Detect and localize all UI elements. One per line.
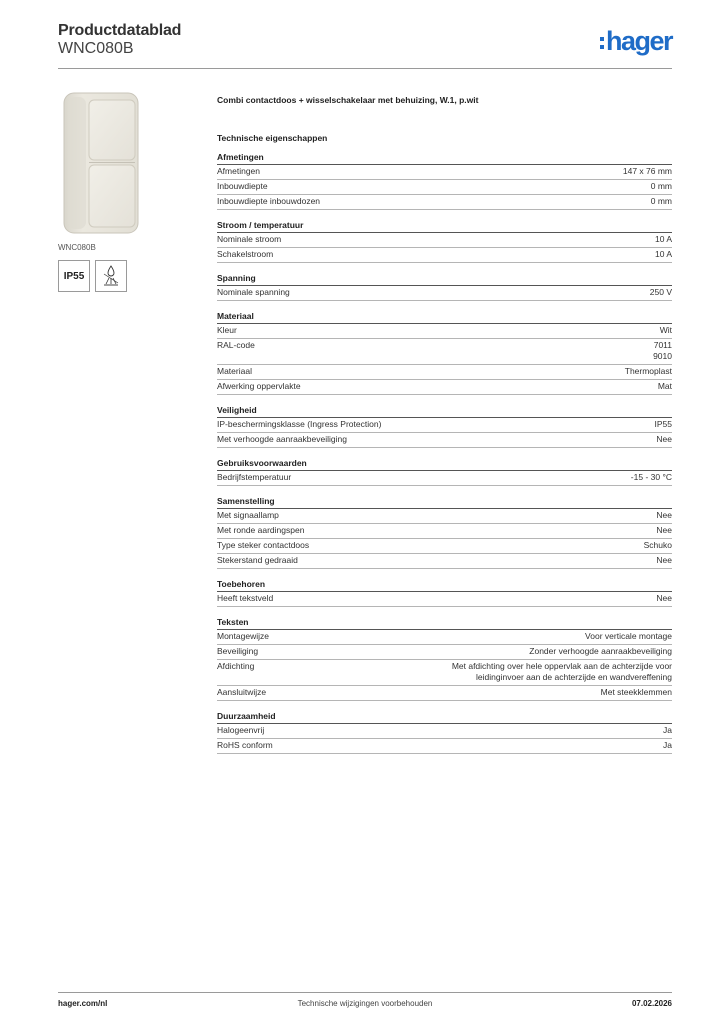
spec-row xyxy=(217,180,672,195)
spec-group xyxy=(217,142,672,210)
spec-label: Materiaal xyxy=(217,366,252,376)
spec-row xyxy=(217,724,672,739)
spec-value: Ja xyxy=(663,725,672,735)
spec-row xyxy=(217,592,672,607)
spec-row xyxy=(217,660,672,686)
spec-label: Montagewijze xyxy=(217,631,269,641)
spec-label: Stekerstand gedraaid xyxy=(217,555,298,565)
spec-label: Afdichting xyxy=(217,661,255,671)
spec-value: 10 A xyxy=(654,249,672,259)
spec-value: 7011 9010 xyxy=(653,340,672,361)
spec-row xyxy=(217,554,672,569)
spec-group-title: Duurzaamheid xyxy=(217,701,672,724)
ip-rating-badge: IP55 xyxy=(58,260,90,292)
footer-website: hager.com/nl xyxy=(58,999,108,1008)
spec-value: Zonder verhoogde aanraakbeveiliging xyxy=(529,646,672,656)
spec-row xyxy=(217,286,672,301)
hager-logo xyxy=(600,27,672,55)
spec-value: 250 V xyxy=(649,287,672,297)
spec-row xyxy=(217,365,672,380)
spec-row xyxy=(217,248,672,263)
spec-row xyxy=(217,739,672,754)
spec-label: Met ronde aardingspen xyxy=(217,525,305,535)
spec-value: 10 A xyxy=(654,234,672,244)
spec-label: Inbouwdiepte xyxy=(217,181,268,191)
technical-specs xyxy=(217,92,672,754)
spec-label: IP-beschermingsklasse (Ingress Protection) xyxy=(217,419,382,429)
product-image-label: WNC080B xyxy=(58,243,96,252)
spec-row xyxy=(217,471,672,486)
footer-disclaimer: Technische wijzigingen voorbehouden xyxy=(297,999,433,1008)
spec-row xyxy=(217,195,672,210)
spec-row xyxy=(217,524,672,539)
spec-label: Schakelstroom xyxy=(217,249,274,259)
spec-row xyxy=(217,433,672,448)
spec-value: Schuko xyxy=(643,540,672,550)
spec-group xyxy=(217,486,672,569)
spec-value: Met steekklemmen xyxy=(600,687,672,697)
spec-label: RAL-code xyxy=(217,340,255,350)
spec-label: Heeft tekstveld xyxy=(217,593,274,603)
spec-group xyxy=(217,448,672,486)
spec-value: Nee xyxy=(656,593,672,603)
spec-row xyxy=(217,380,672,395)
spec-label: Nominale stroom xyxy=(217,234,282,244)
spec-row xyxy=(217,165,672,180)
spec-value: Wit xyxy=(659,325,672,335)
spec-group xyxy=(217,395,672,448)
spec-value: -15 - 30 °C xyxy=(630,472,672,482)
spec-label: Bedrijfstemperatuur xyxy=(217,472,292,482)
spec-value: Mat xyxy=(657,381,672,391)
spec-row xyxy=(217,418,672,433)
spec-row xyxy=(217,645,672,660)
spec-label: Halogeenvrij xyxy=(217,725,265,735)
spec-value: Nee xyxy=(656,555,672,565)
spec-group-title: Afmetingen xyxy=(217,142,672,165)
spec-group-title: Toebehoren xyxy=(217,569,672,592)
spec-label: Beveiliging xyxy=(217,646,259,656)
spec-value: 147 x 76 mm xyxy=(622,166,672,176)
spec-label: Afmetingen xyxy=(217,166,260,176)
spec-row xyxy=(217,509,672,524)
spec-label: RoHS conform xyxy=(217,740,273,750)
spec-groups xyxy=(217,142,672,754)
product-image xyxy=(58,89,198,236)
spec-row xyxy=(217,630,672,645)
spec-label: Aansluitwijze xyxy=(217,687,267,697)
product-code: WNC080B xyxy=(58,40,134,57)
document-title: Productdatablad xyxy=(58,22,182,39)
splash-water-icon xyxy=(95,260,127,292)
spec-group-title: Samenstelling xyxy=(217,486,672,509)
spec-label: Met signaallamp xyxy=(217,510,279,520)
spec-group-title: Stroom / temperatuur xyxy=(217,210,672,233)
spec-row xyxy=(217,539,672,554)
spec-label: Nominale spanning xyxy=(217,287,290,297)
spec-group xyxy=(217,263,672,301)
spec-row xyxy=(217,686,672,701)
spec-value: 0 mm xyxy=(650,196,672,206)
spec-group-title: Materiaal xyxy=(217,301,672,324)
product-description: Combi contactdoos + wisselschakelaar met behuizing, W.1, p.wit xyxy=(217,95,479,105)
spec-label: Afwerking oppervlakte xyxy=(217,381,301,391)
spec-group-title: Veiligheid xyxy=(217,395,672,418)
spec-value: Nee xyxy=(656,434,672,444)
spec-group-title: Teksten xyxy=(217,607,672,630)
spec-row xyxy=(217,324,672,339)
spec-row xyxy=(217,339,672,365)
spec-value: Thermoplast xyxy=(624,366,672,376)
spec-group xyxy=(217,701,672,754)
spec-value: Met afdichting over hele oppervlak aan de achterzijde voor leidinginvoer aan de achterzijde en wandvereffening xyxy=(451,661,672,682)
spec-group-title: Gebruiksvoorwaarden xyxy=(217,448,672,471)
spec-value: 0 mm xyxy=(650,181,672,191)
section-title: Technische eigenschappen xyxy=(217,133,328,143)
spec-value: Ja xyxy=(663,740,672,750)
spec-group xyxy=(217,301,672,395)
spec-label: Inbouwdiepte inbouwdozen xyxy=(217,196,321,206)
logo-dots-icon xyxy=(600,37,604,49)
spec-group-title: Spanning xyxy=(217,263,672,286)
footer-date: 07.02.2026 xyxy=(631,999,672,1008)
page-header xyxy=(58,20,672,69)
spec-label: Kleur xyxy=(217,325,237,335)
spec-value: Nee xyxy=(656,525,672,535)
spec-group xyxy=(217,607,672,701)
spec-value: Nee xyxy=(656,510,672,520)
spec-label: Met verhoogde aanraakbeveiliging xyxy=(217,434,347,444)
logo-text: hager xyxy=(605,25,672,56)
spec-group xyxy=(217,569,672,607)
spec-value: Voor verticale montage xyxy=(585,631,672,641)
spec-label: Type steker contactdoos xyxy=(217,540,310,550)
spec-value: IP55 xyxy=(654,419,672,429)
page-footer xyxy=(58,992,672,1013)
spec-row xyxy=(217,233,672,248)
spec-group xyxy=(217,210,672,263)
